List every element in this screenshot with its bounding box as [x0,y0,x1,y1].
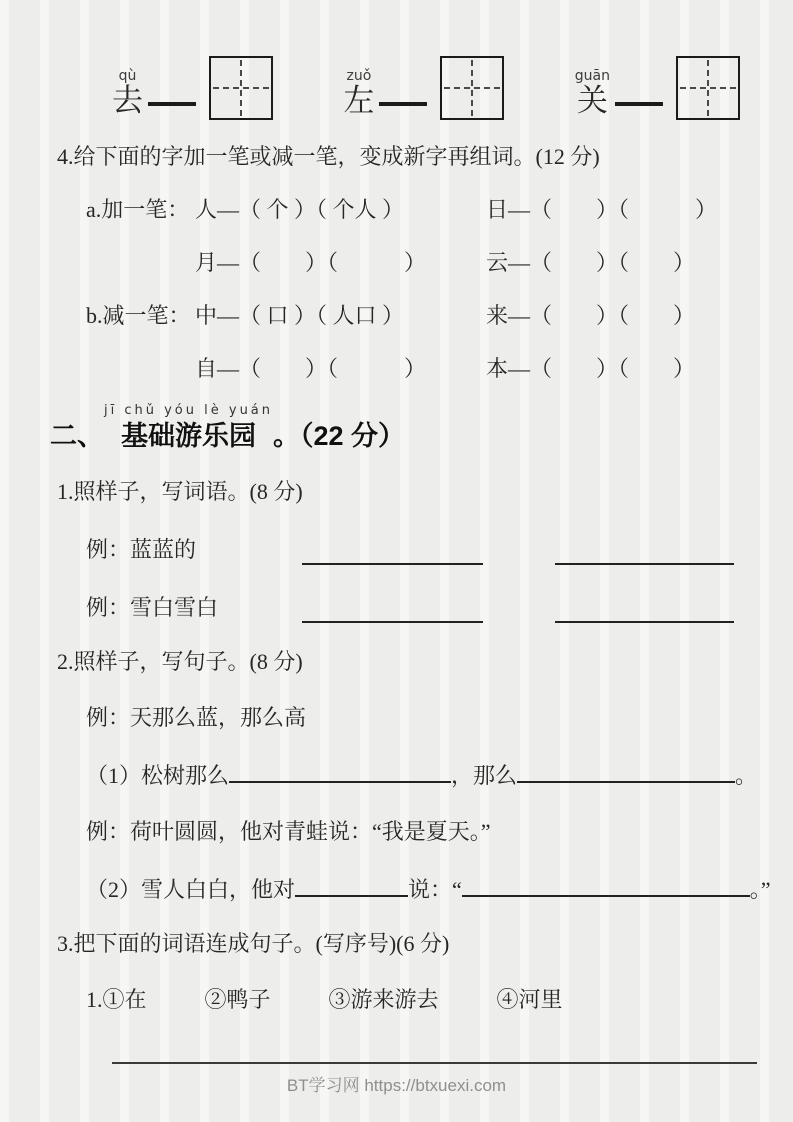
row-right-answer: 来—（ ）（ ） [486,303,696,328]
word-option-4: ④河里 [496,987,563,1012]
sentence-middle: 说：“ [408,877,462,902]
row-label: b.减一笔： [86,303,191,328]
answer-blank [295,873,408,897]
row-label: a.加一笔： [86,197,190,222]
example-label: 例：雪白雪白 [86,595,219,620]
hanzi-character: 左 [343,83,375,118]
trace-character-row [0,0,793,120]
grid-horizontal-dash [680,87,736,89]
dash-line [148,102,196,106]
row-left-answer: 人—（ 个 ）（ 个人 ） [195,197,405,222]
answer-blank [555,537,734,565]
trace-item-guan [575,56,740,120]
dash-line [615,102,663,106]
answer-blank [555,595,734,623]
pinyin-label: jī chǔ yóu lè yuán [104,403,274,418]
question-2-example-2: 例：荷叶圆圆，他对青蛙说：“我是夏天。” [86,819,491,844]
example-row-1 [86,535,793,565]
section-2-heading [50,404,793,453]
section-title-text: 基础游乐园 [121,421,256,451]
footer-site-credit: BT学习网 https://btxuexi.com [286,1076,507,1095]
writing-grid-box [209,56,273,120]
question-2-example-1: 例：天那么蓝，那么高 [86,705,307,730]
section-title-with-pinyin [104,404,273,453]
sentence-prefix: （1）松树那么 [86,763,230,788]
grid-horizontal-dash [444,87,500,89]
section-number: 二、 [50,421,104,451]
row-label [86,354,195,384]
question-1-title: 1.照样子，写词语。(8 分) [57,479,303,504]
trace-item-qu [112,56,273,120]
word-option-1: 1.①在 [86,987,147,1012]
trace-item-zuo [343,56,504,120]
character-with-pinyin [112,69,143,118]
hanzi-character: 去 [112,83,143,118]
question-3-title: 3.把下面的词语连成句子。(写序号)(6 分) [57,931,450,956]
answer-blank [517,759,735,783]
dash-line [379,102,427,106]
grid-horizontal-dash [213,87,269,89]
sentence-end: 。” [749,877,771,902]
row-right-answer: 云—（ ）（ ） [486,250,696,275]
question-2-item-2 [86,873,793,905]
question-4-row-4 [86,354,793,384]
row-right-answer: 日—（ ）（ ） [486,197,718,222]
row-label [86,248,195,278]
question-4-row-b [86,301,793,331]
section-score: 。（22 分） [273,421,406,451]
pinyin-label: guān [574,68,610,84]
example-label: 例：蓝蓝的 [86,537,197,562]
sentence-middle: ，那么 [451,763,518,788]
answer-blank [302,595,483,623]
row-right-answer: 本—（ ）（ ） [486,356,696,381]
sentence-end: 。 [735,763,758,788]
writing-grid-box [676,56,740,120]
question-4-title: 4.给下面的字加一笔或减一笔，变成新字再组词。(12 分) [57,144,600,169]
footer-divider [112,1062,757,1064]
row-left-answer: 月—（ ）（ ） [195,250,427,275]
pinyin-label: zuǒ [346,68,372,84]
question-2-title: 2.照样子，写句子。(8 分) [57,649,303,674]
word-option-2: ②鸭子 [204,987,271,1012]
character-with-pinyin [343,69,374,118]
example-row-2 [86,593,793,623]
answer-blank [302,537,483,565]
answer-blank [229,759,451,783]
row-left-answer: 自—（ ）（ ） [195,356,427,381]
question-3-word-row [86,985,793,1015]
word-option-3: ③游来游去 [328,987,439,1012]
question-4-row-2 [86,248,793,278]
character-with-pinyin [575,69,610,118]
row-left-answer: 中—（ 口 ）（ 人口 ） [195,303,405,328]
answer-blank [462,873,750,897]
question-4-row-a [86,195,793,225]
question-2-item-1 [86,759,793,791]
writing-grid-box [440,56,504,120]
pinyin-label: qù [118,68,137,84]
hanzi-character: 关 [576,83,608,118]
sentence-prefix: （2）雪人白白，他对 [86,877,296,902]
